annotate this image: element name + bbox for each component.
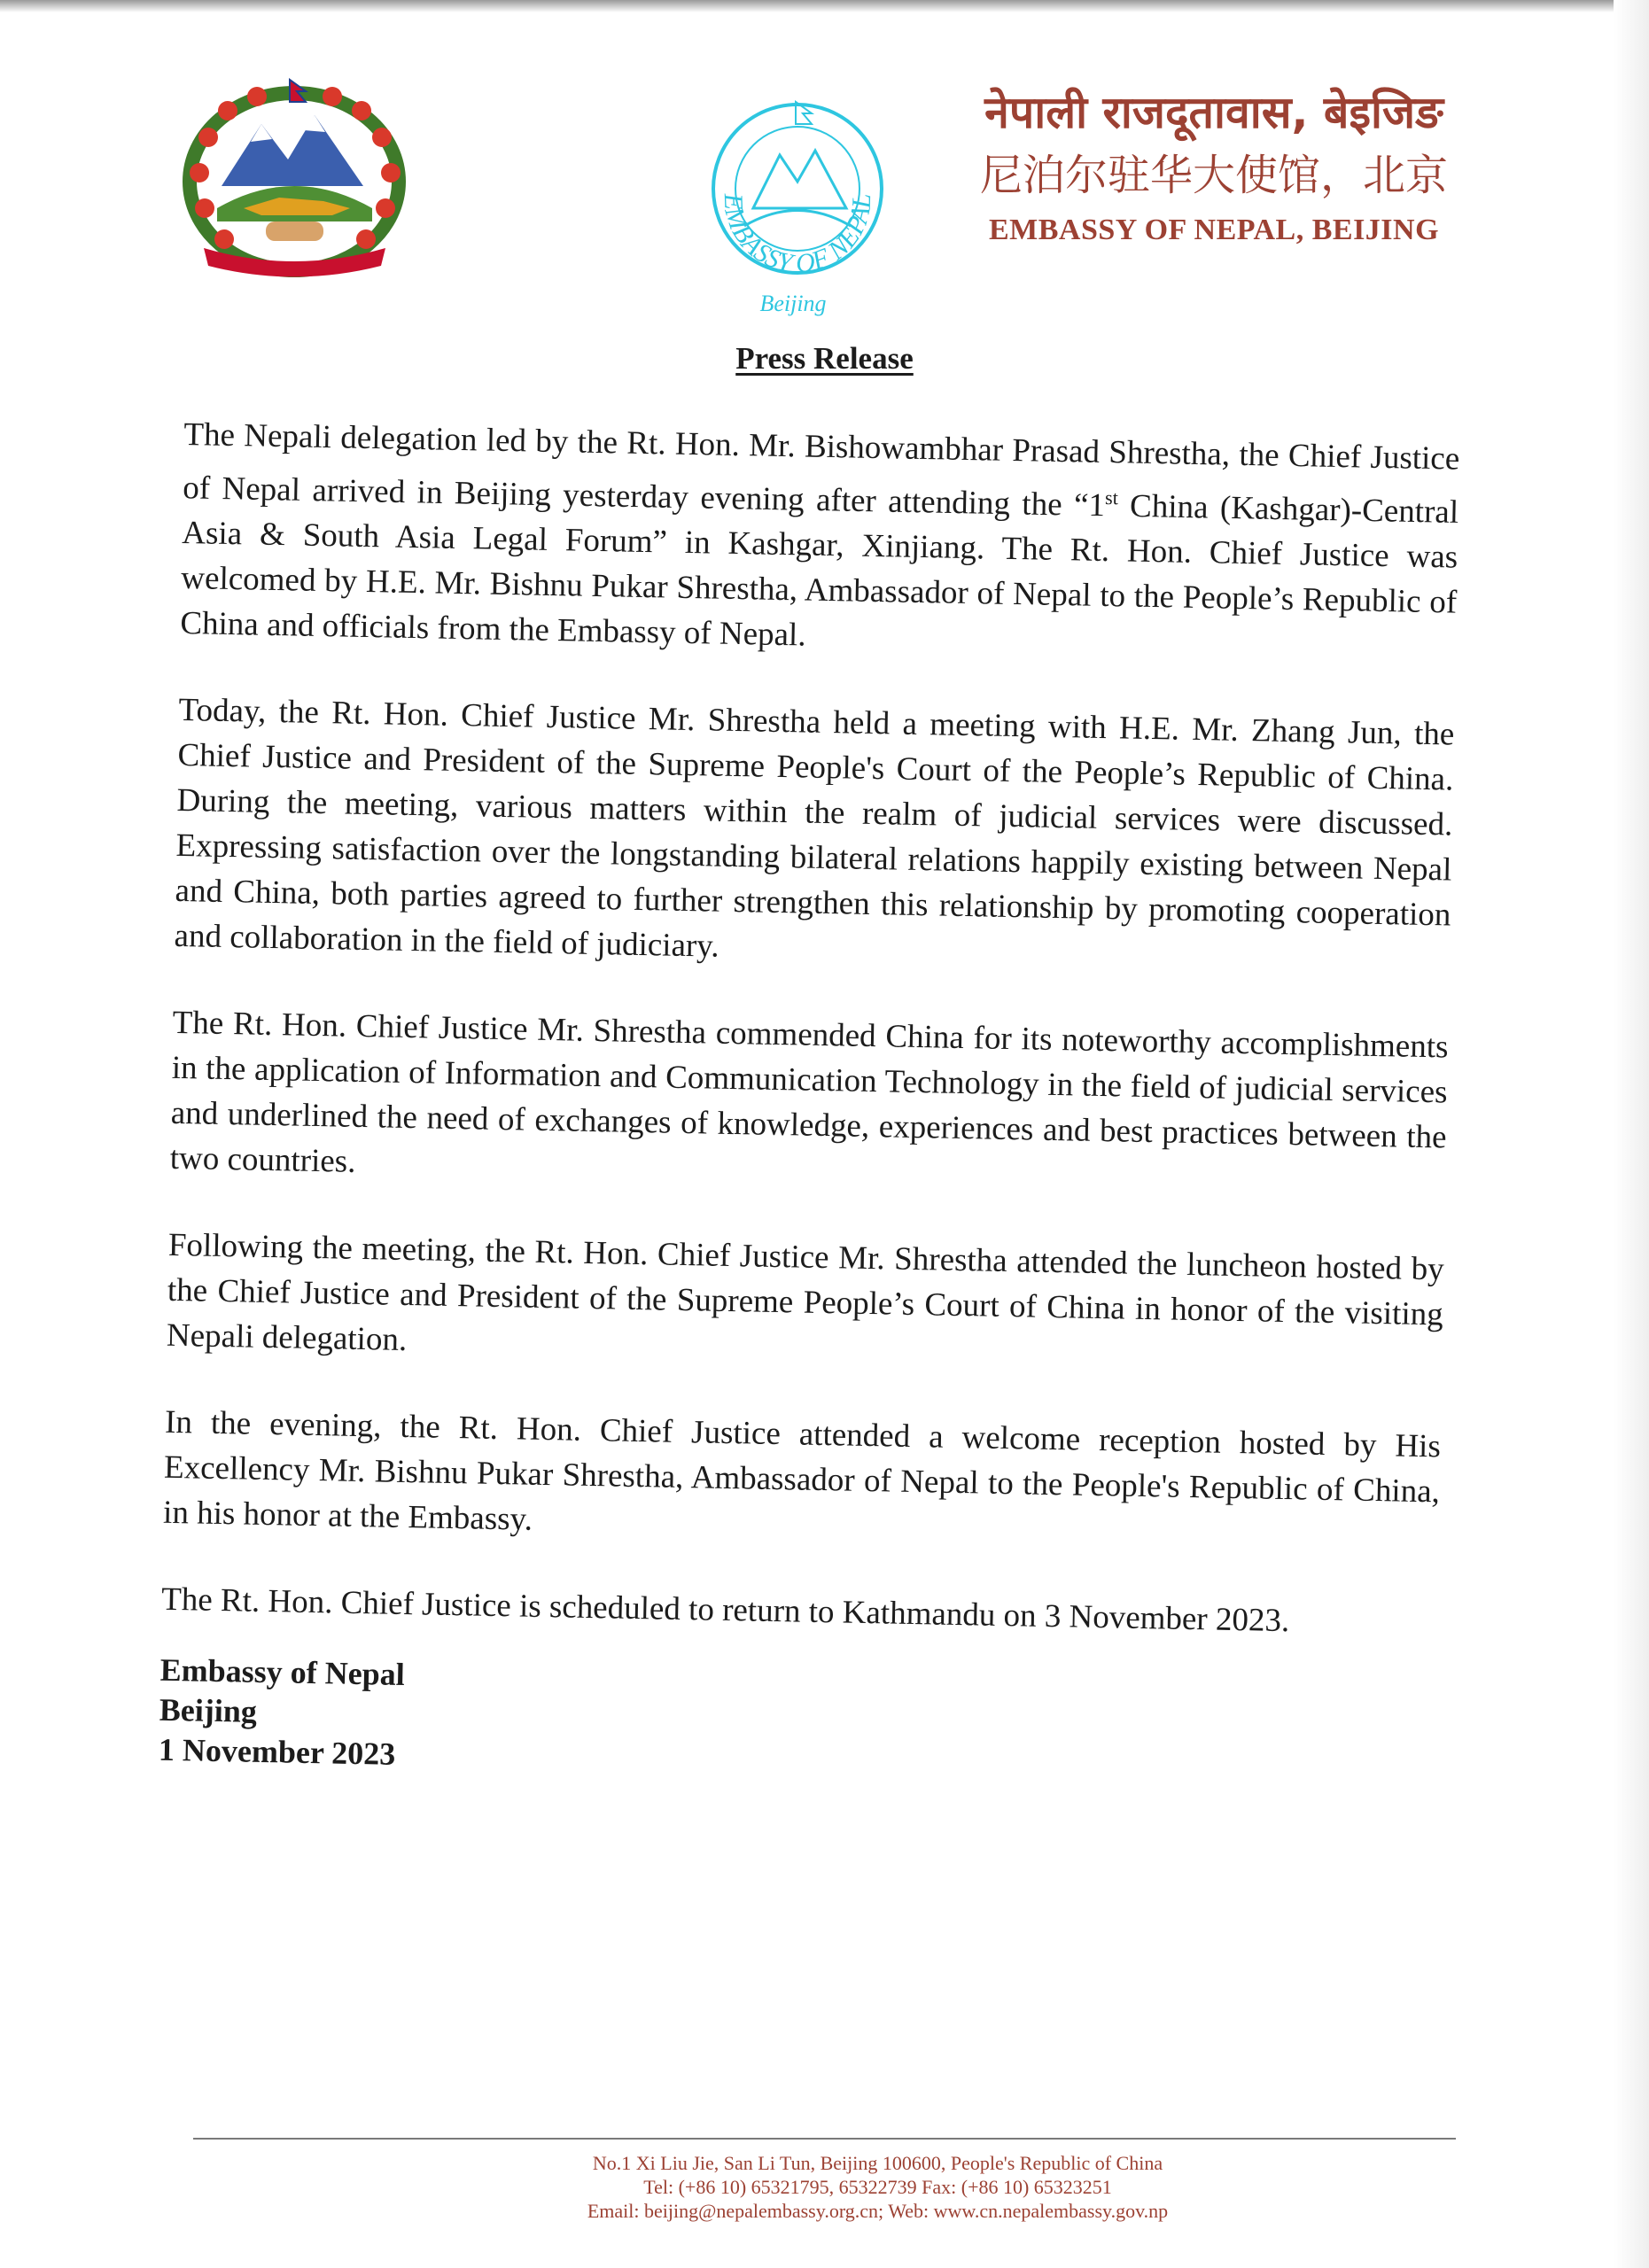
scan-top-edge [0,0,1649,12]
press-release-body [159,412,1460,1795]
page-title: Press Release [735,341,914,376]
paragraph-commendation: The Rt. Hon. Chief Justice Mr. Shrestha commended China for its noteworthy accomplishments in the application of Information and Communication Technology in the field of judicial services and underlined the need of exchanges of knowledge, experiences and best practices between the two countries. [169,1005,1449,1181]
paragraph-luncheon: Following the meeting, the Rt. Hon. Chief Justice Mr. Shrestha attended the luncheon hosted by the Chief Justice and President of the Supreme People’s Court of China in honor of the visiting Nepali delegation. [166,1227,1445,1359]
embassy-stamp-icon [682,84,913,323]
letterhead-nepali: नेपाली राजदूतावास, बेइजिङ [984,87,1443,138]
signature-city: Beijing [159,1692,258,1730]
footer-contact: Email: beijing@nepalembassy.org.cn; Web: www.cn.nepalembassy.gov.np [587,2200,1169,2222]
letterhead-english: EMBASSY OF NEPAL, BEIJING [988,214,1440,246]
paragraph-return: The Rt. Hon. Chief Justice is scheduled to return to Kathmandu on 3 November 2023. [160,1581,1290,1640]
scan-right-edge [1614,0,1649,2268]
letterhead-chinese: 尼泊尔驻华大使馆，北京 [979,151,1448,200]
footer-address: No.1 Xi Liu Jie, San Li Tun, Beijing 100600, People's Republic of China [592,2152,1163,2174]
paragraph-arrival-text: The Nepali delegation led by the Rt. Hon. Mr. Bishowambhar Prasad Shrestha, the Chief Justice of Nepal arrived in Beijing yesterday evening after attending the “1 [182,416,1460,524]
stamp-text: EMBASSY OF NEPAL [718,192,877,279]
signature-block [159,1651,1436,1795]
paragraph-reception: In the evening, the Rt. Hon. Chief Justice attended a welcome reception hosted by His Excellency Mr. Bishnu Pukar Shrestha, Ambassador of Nepal to the People's Republic of China, in his honor at the Embassy. [162,1404,1442,1539]
paragraph-arrival [180,412,1460,671]
paragraph-arrival-text-cont: China (Kashgar)-Central Asia & South Asia Legal Forum” in Kashgar, Xinjiang. The Rt. Hon. Chief Justice was welcomed by H.E. Mr. Bishnu Pukar Shrestha, Ambassador of Nepal to the People’s Republic of China and officials from the Embassy of Nepal. [180,487,1459,654]
footer [0,2151,1649,2223]
nepal-emblem-icon [173,75,416,284]
signature-date: 1 November 2023 [158,1732,396,1773]
letterhead [957,82,1471,253]
stamp-city: Beijing [759,291,827,316]
footer-phone: Tel: (+86 10) 65321795, 65322739 Fax: (+86 10) 65323251 [643,2176,1112,2198]
signature-embassy: Embassy of Nepal [159,1652,406,1693]
paragraph-meeting: Today, the Rt. Hon. Chief Justice Mr. Shrestha held a meeting with H.E. Mr. Zhang Jun, the Chief Justice and President of the Supreme People's Court of the People’s Republic of China. During the meeting, various matters within the realm of judicial services were discussed. Expressing satisfaction over the longstanding bilateral relations happily existing between Nepal and China, both parties agreed to further strengthen this relationship by promoting cooperation and collaboration in the field of judiciary. [174,692,1455,966]
footer-divider [193,2138,1456,2140]
ordinal-suffix: st [1104,485,1119,509]
